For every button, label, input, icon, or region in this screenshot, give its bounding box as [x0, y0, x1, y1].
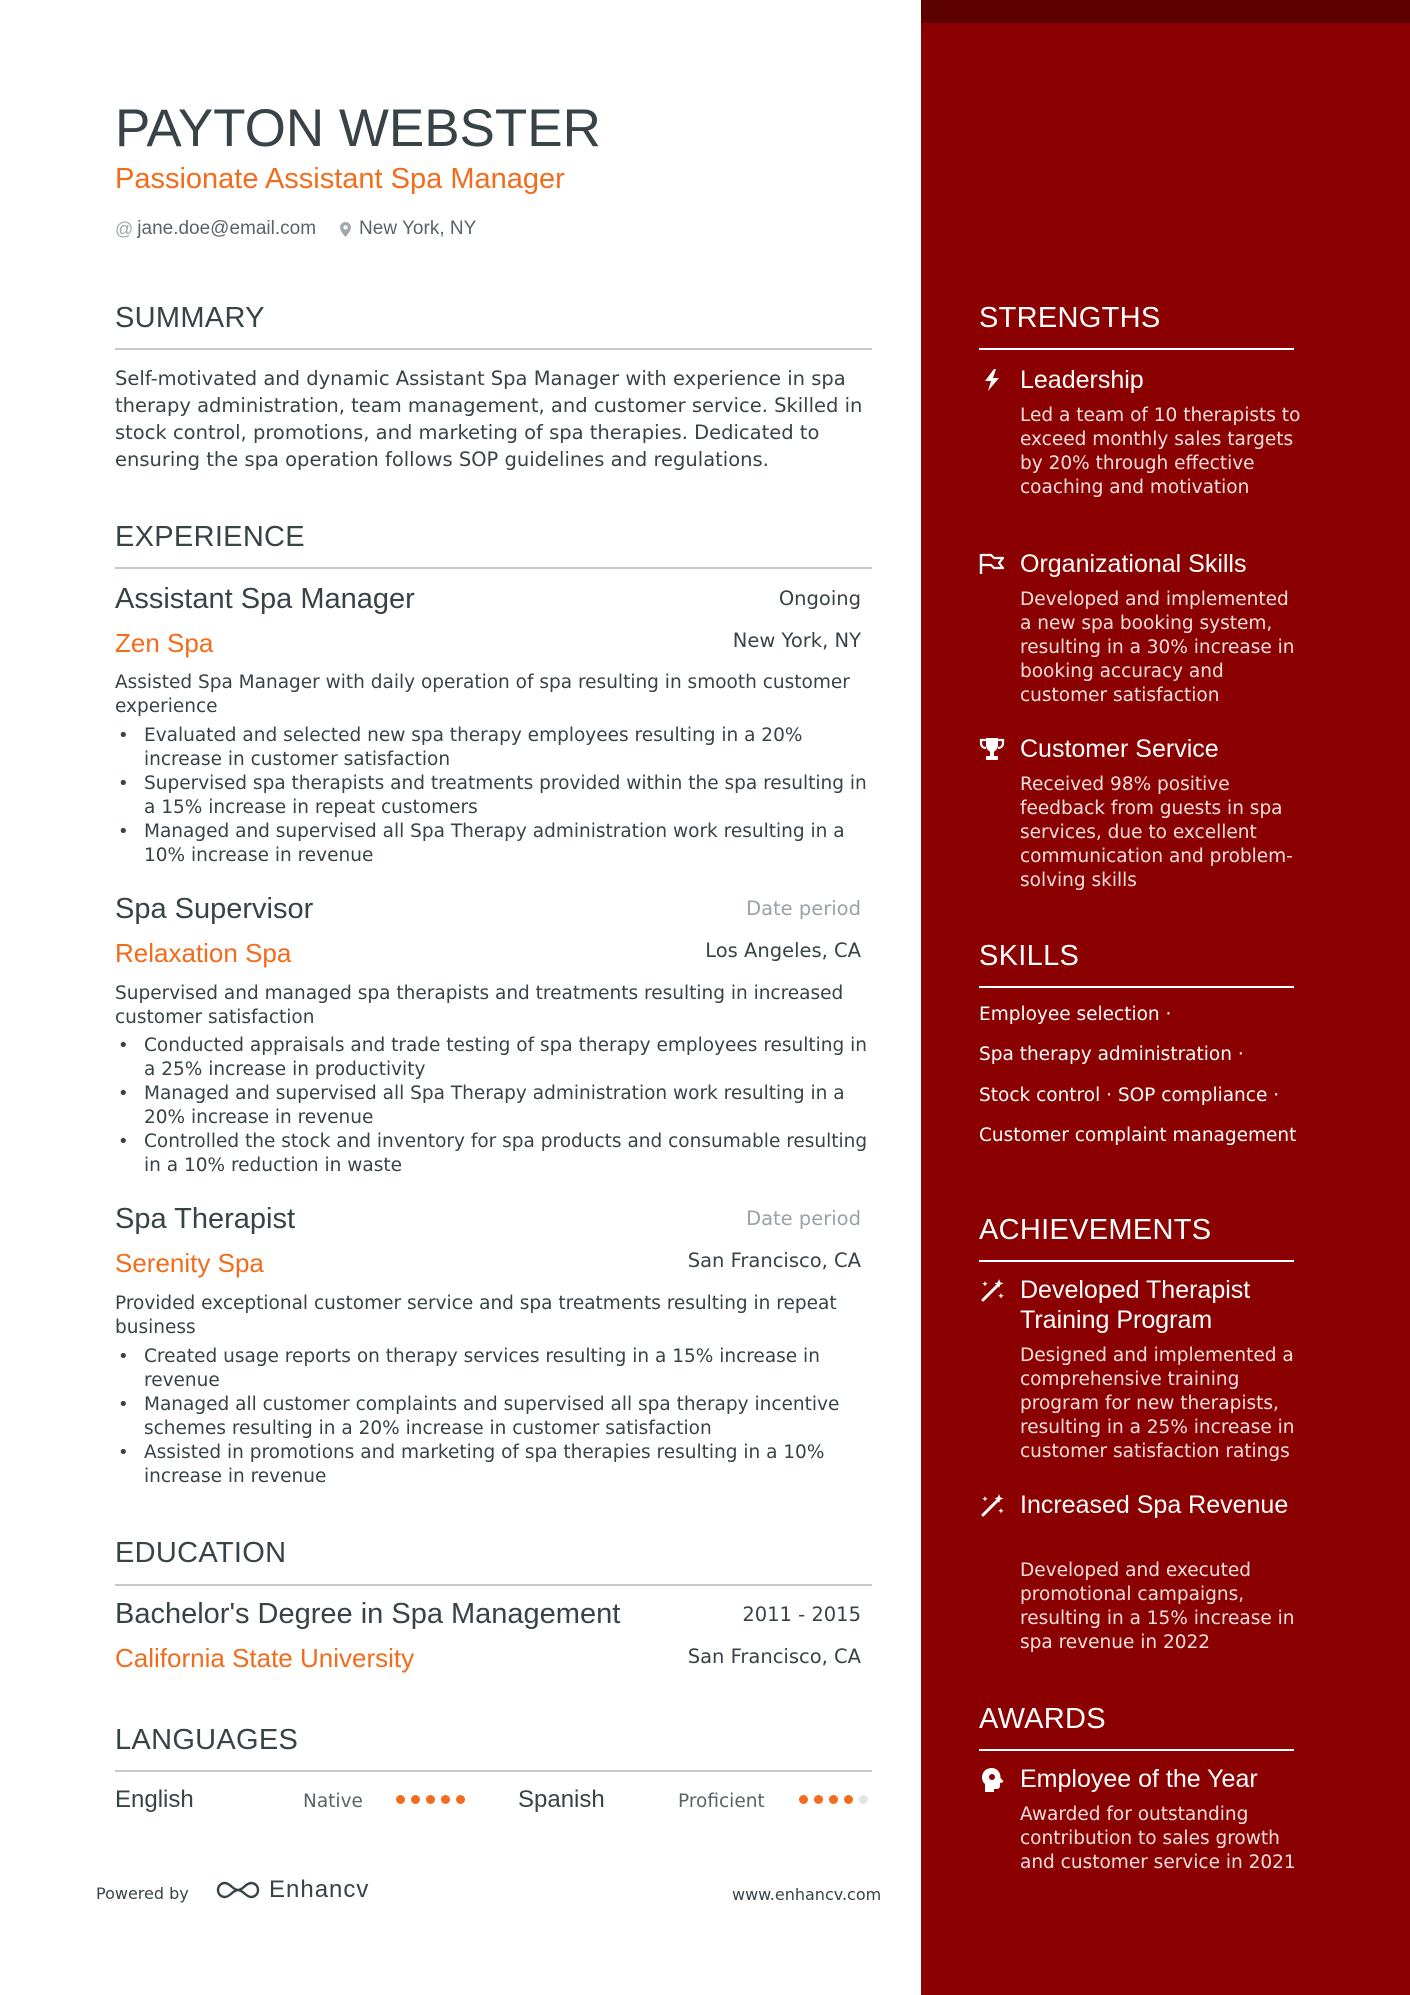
summary-heading: SUMMARY	[115, 302, 265, 334]
strengths-heading: STRENGTHS	[979, 302, 1161, 334]
rating-dot	[829, 1795, 838, 1804]
list-item: • Evaluated and selected new spa therapy employees resulting in a 20% increase in customer satisfaction	[115, 724, 872, 772]
strength-title: Organizational Skills	[1020, 550, 1247, 578]
list-item: • Created usage reports on therapy services resulting in a 15% increase in revenue	[115, 1345, 872, 1393]
language-rating	[799, 1795, 874, 1804]
skill-line: Spa therapy administration ·	[979, 1044, 1244, 1065]
sidebar-top-band	[921, 0, 1410, 23]
contact-email[interactable]: jane.doe@email.com	[137, 218, 317, 239]
job-location: San Francisco, CA	[687, 1249, 861, 1272]
school-location: San Francisco, CA	[687, 1645, 861, 1668]
strength-text: Developed and implemented a new spa booking system, resulting in a 30% increase in booking accuracy and customer satisfaction	[1020, 589, 1295, 706]
skills-heading: SKILLS	[979, 940, 1080, 972]
rating-dot	[456, 1795, 465, 1804]
awards-divider	[979, 1749, 1294, 1751]
magic-wand-icon	[979, 1278, 1005, 1304]
rating-dot	[426, 1795, 435, 1804]
school-name: California State University	[115, 1643, 415, 1673]
job-date: Ongoing	[778, 587, 861, 610]
job-location: New York, NY	[732, 629, 861, 652]
languages-divider	[115, 1770, 872, 1772]
experience-divider	[115, 567, 872, 569]
head-idea-icon	[979, 1767, 1005, 1793]
rating-dot	[411, 1795, 420, 1804]
education-dates: 2011 - 2015	[742, 1603, 861, 1626]
languages-heading: LANGUAGES	[115, 1724, 299, 1756]
list-item: • Controlled the stock and inventory for spa products and consumable resulting in a 10% reduction in waste	[115, 1130, 872, 1178]
achievement-text: Developed and executed promotional campaigns, resulting in a 15% increase in spa revenue in 2022	[1020, 1560, 1295, 1653]
flag-icon	[979, 551, 1005, 577]
education-divider	[115, 1584, 872, 1586]
lightning-bolt-icon	[979, 367, 1005, 393]
summary-text: Self-motivated and dynamic Assistant Spa Manager with experience in spa therapy administration, team management, and customer service. Skilled in stock control, promotions, and marketing of spa therapies. Dedicated to ensuring the spa operation follows SOP guidelines and regulations.	[115, 367, 863, 471]
candidate-headline: Passionate Assistant Spa Manager	[115, 163, 565, 195]
summary-divider	[115, 348, 872, 350]
skill-line: Employee selection ·	[979, 1004, 1172, 1025]
rating-dot	[859, 1795, 868, 1804]
achievements-divider	[979, 1260, 1294, 1262]
job-description: Assisted Spa Manager with daily operation of spa resulting in smooth customer experience	[115, 672, 850, 717]
achievement-title: Increased Spa Revenue	[1020, 1491, 1289, 1519]
skills-divider	[979, 986, 1294, 988]
magic-wand-icon	[979, 1493, 1005, 1519]
job-date: Date period	[746, 897, 861, 920]
awards-heading: AWARDS	[979, 1703, 1106, 1735]
strength-text: Led a team of 10 therapists to exceed monthly sales targets by 20% through effective coaching and motivation	[1020, 405, 1301, 498]
website-link[interactable]: www.enhancv.com	[732, 1885, 882, 1904]
language-name: English	[115, 1786, 194, 1813]
award-title: Employee of the Year	[1020, 1765, 1258, 1793]
powered-by-label: Powered by	[96, 1884, 189, 1903]
strength-text: Received 98% positive feedback from guests in spa services, due to excellent communication and problem-solving skills	[1020, 774, 1293, 891]
at-icon: @	[115, 218, 134, 239]
job-date: Date period	[746, 1207, 861, 1230]
achievement-text: Designed and implemented a comprehensive training program for new therapists, resulting in a 25% increase in customer satisfaction ratings	[1020, 1345, 1295, 1462]
job-title: Spa Therapist	[115, 1203, 296, 1235]
list-item: • Supervised spa therapists and treatments provided within the spa resulting in a 15% increase in repeat customers	[115, 772, 872, 820]
education-heading: EDUCATION	[115, 1537, 287, 1569]
job-company: Serenity Spa	[115, 1248, 264, 1278]
candidate-name: PAYTON WEBSTER	[115, 99, 601, 158]
enhancv-logo[interactable]	[215, 1876, 369, 1904]
language-level: Proficient	[678, 1791, 765, 1812]
job-bullets	[115, 724, 872, 868]
experience-heading: EXPERIENCE	[115, 521, 305, 553]
achievement-title: Developed Therapist Training Program	[1020, 1276, 1251, 1334]
strength-title: Customer Service	[1020, 735, 1219, 763]
rating-dot	[844, 1795, 853, 1804]
job-bullets	[115, 1034, 872, 1178]
rating-dot	[814, 1795, 823, 1804]
achievements-heading: ACHIEVEMENTS	[979, 1214, 1212, 1246]
skill-line: Customer complaint management	[979, 1125, 1297, 1146]
job-title: Spa Supervisor	[115, 893, 314, 925]
strengths-divider	[979, 348, 1294, 350]
strength-title: Leadership	[1020, 366, 1144, 394]
job-bullets	[115, 1345, 872, 1489]
enhancv-logo-icon	[215, 1878, 261, 1902]
list-item: • Assisted in promotions and marketing of spa therapies resulting in a 10% increase in revenue	[115, 1441, 872, 1489]
enhancv-logo-text: Enhancv	[269, 1876, 370, 1903]
job-location: Los Angeles, CA	[705, 939, 861, 962]
job-description: Supervised and managed spa therapists and treatments resulting in increased customer satisfaction	[115, 983, 844, 1028]
sidebar	[921, 0, 1410, 1995]
contact-location: New York, NY	[359, 218, 477, 239]
list-item: • Managed all customer complaints and supervised all spa therapy incentive schemes resulting in a 20% increase in customer satisfaction	[115, 1393, 872, 1441]
language-name: Spanish	[518, 1786, 605, 1813]
list-item: • Managed and supervised all Spa Therapy administration work resulting in a 10% increase in revenue	[115, 820, 872, 868]
location-pin-icon	[340, 222, 351, 237]
degree-title: Bachelor's Degree in Spa Management	[115, 1598, 621, 1630]
trophy-icon	[979, 736, 1005, 762]
rating-dot	[441, 1795, 450, 1804]
list-item: • Managed and supervised all Spa Therapy administration work resulting in a 20% increase in revenue	[115, 1082, 872, 1130]
rating-dot	[396, 1795, 405, 1804]
rating-dot	[799, 1795, 808, 1804]
list-item: • Conducted appraisals and trade testing of spa therapy employees resulting in a 25% increase in productivity	[115, 1034, 872, 1082]
job-title: Assistant Spa Manager	[115, 583, 415, 615]
skill-line: Stock control · SOP compliance ·	[979, 1085, 1280, 1106]
job-company: Zen Spa	[115, 628, 214, 658]
language-rating	[396, 1795, 471, 1804]
job-company: Relaxation Spa	[115, 938, 292, 968]
job-description: Provided exceptional customer service and spa treatments resulting in repeat business	[115, 1293, 837, 1338]
award-text: Awarded for outstanding contribution to sales growth and customer service in 2021	[1020, 1804, 1296, 1873]
language-level: Native	[303, 1791, 363, 1812]
contact-line	[115, 218, 476, 240]
